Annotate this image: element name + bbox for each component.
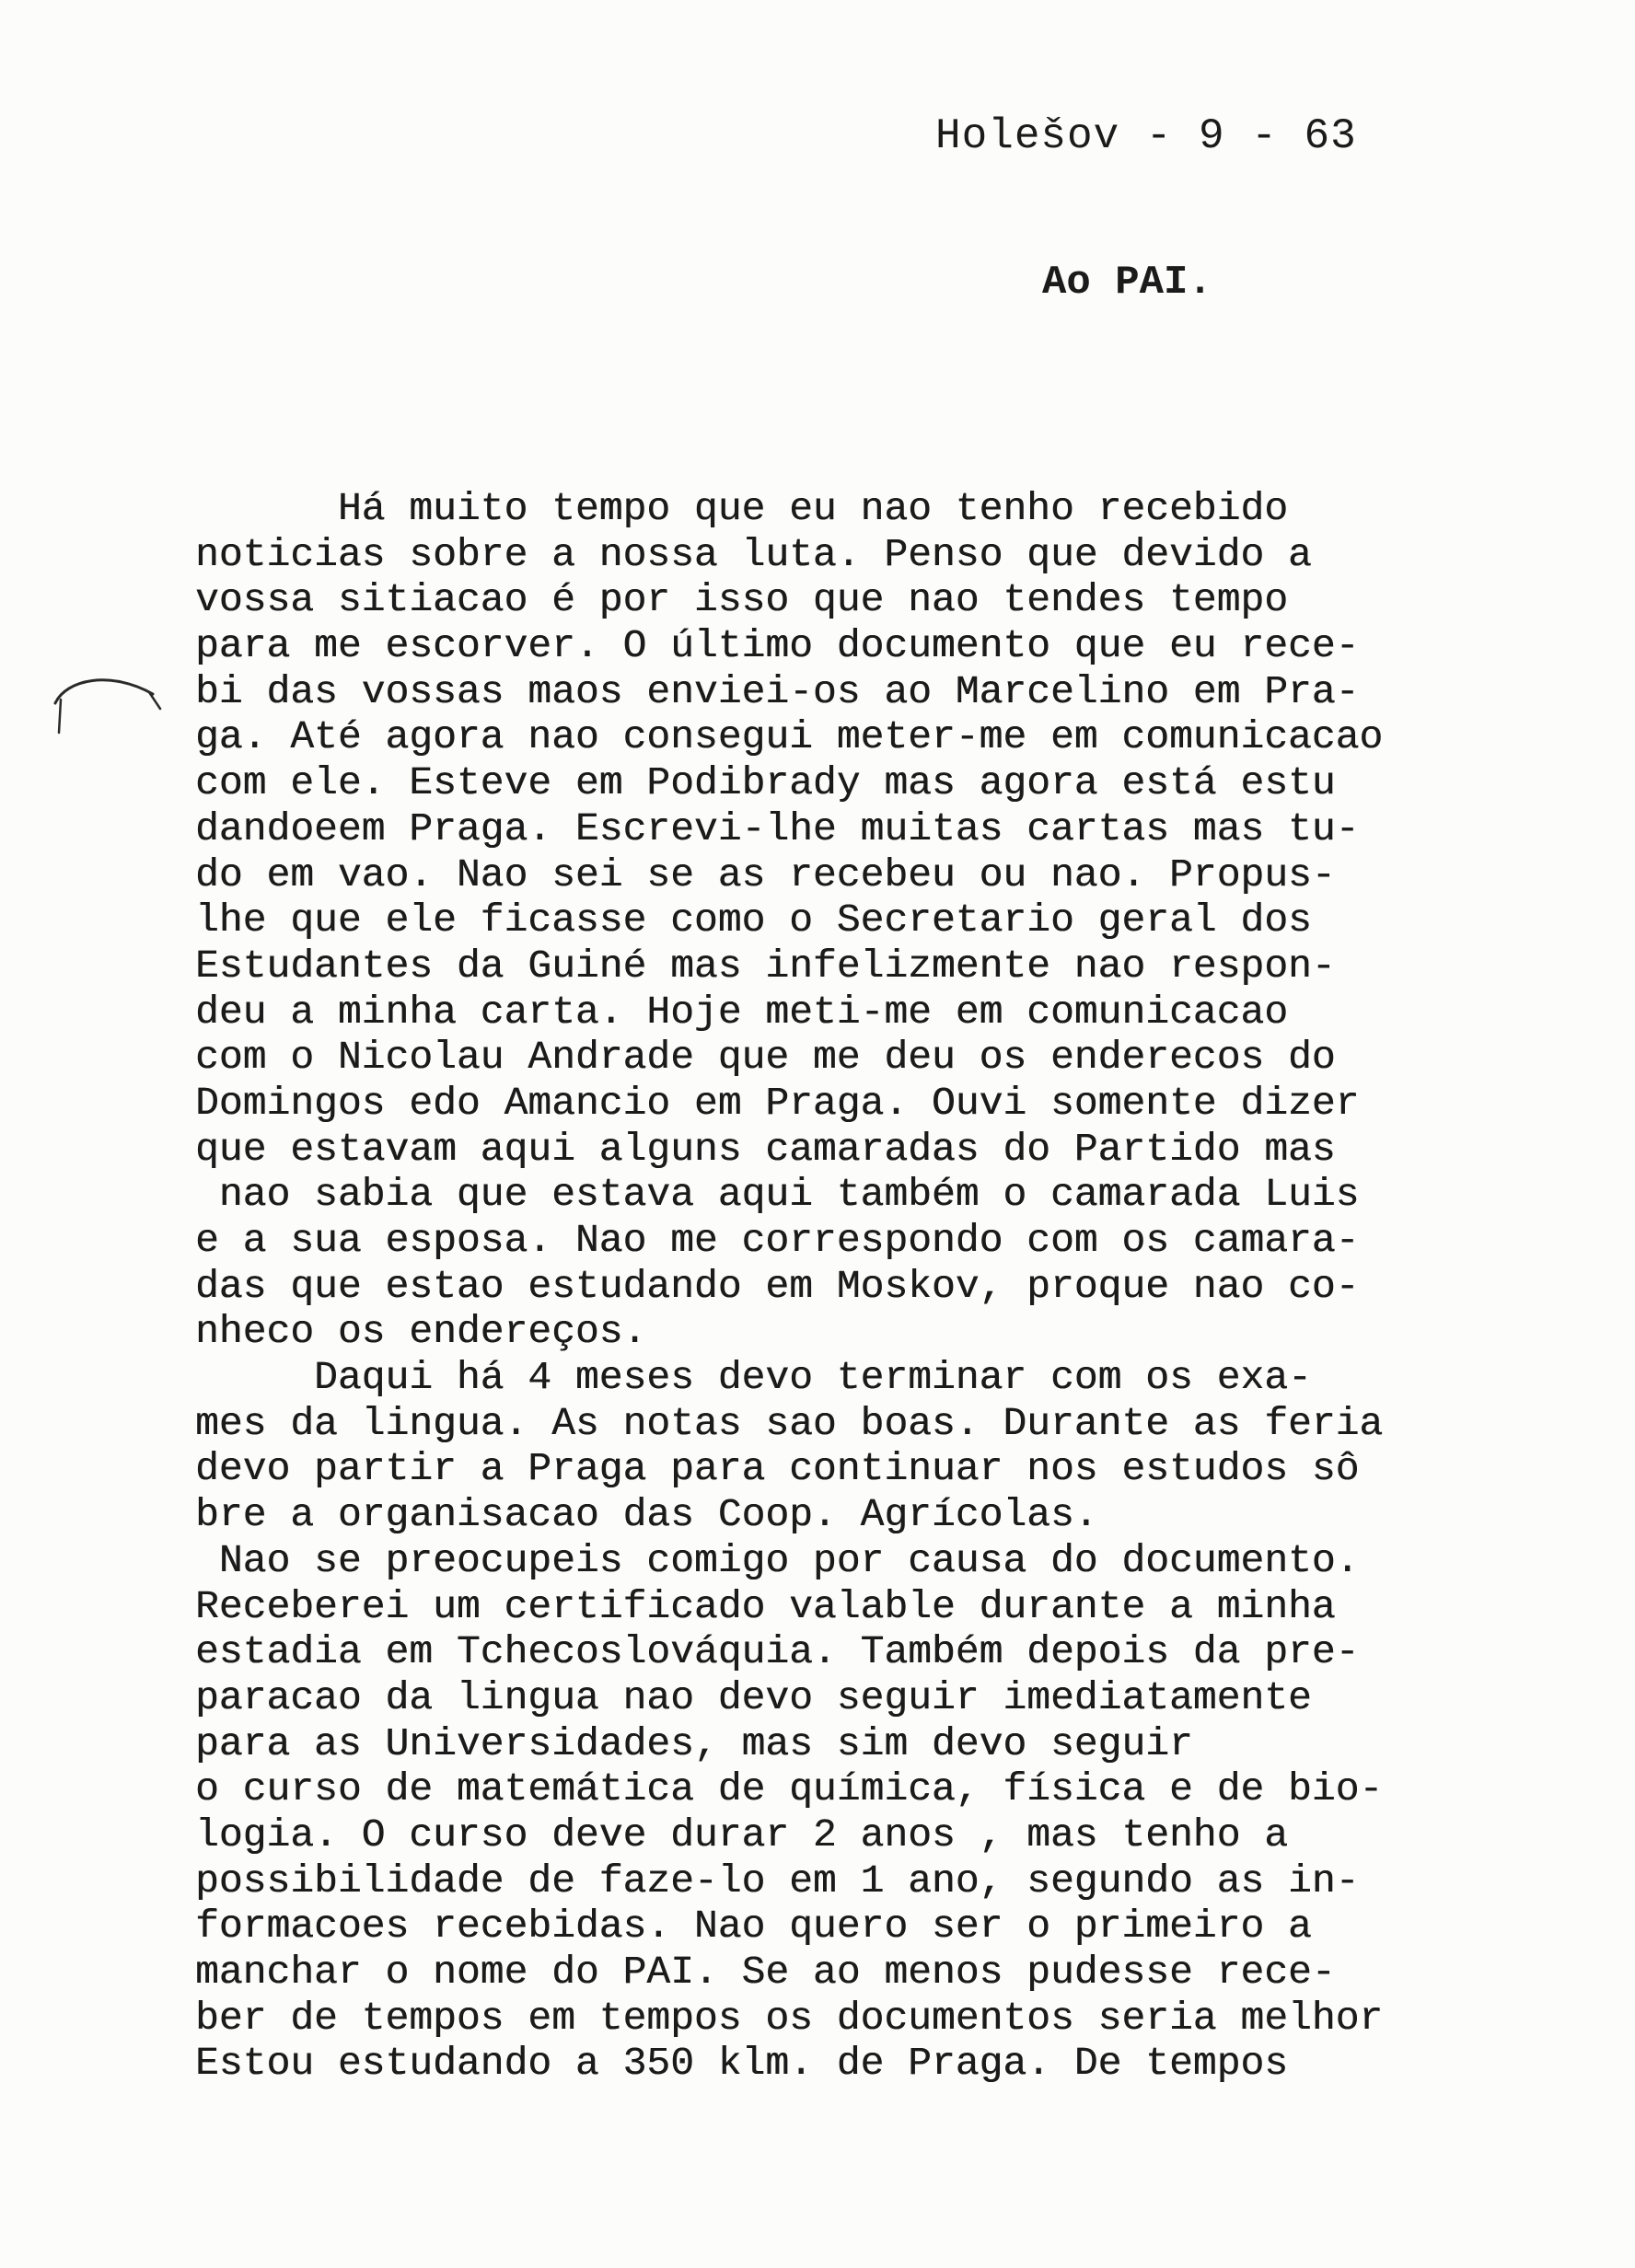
letter-line: Daqui há 4 meses devo terminar com os exa- bbox=[195, 1355, 1312, 1401]
letter-line: Estou estudando a 350 klm. de Praga. De tempos bbox=[195, 2041, 1288, 2087]
margin-pen-mark-icon bbox=[53, 663, 162, 736]
letter-line: dandoeem Praga. Escrevi-lhe muitas cartas mas tu- bbox=[195, 805, 1360, 851]
letter-line: lhe que ele ficasse como o Secretario geral dos bbox=[195, 897, 1312, 943]
letter-line: que estavam aqui alguns camaradas do Partido mas bbox=[195, 1126, 1336, 1172]
letter-line: possibilidade de faze-lo em 1 ano, segundo as in- bbox=[195, 1857, 1360, 1904]
letter-line: para as Universidades, mas sim devo seguir bbox=[195, 1720, 1193, 1766]
letter-line: nao sabia que estava aqui também o camarada Luis bbox=[195, 1172, 1360, 1218]
letter-line: estadia em Tchecoslováquia. Também depois da pre- bbox=[195, 1629, 1360, 1675]
letter-line: Há muito tempo que eu nao tenho recebido bbox=[195, 486, 1288, 531]
letter-line: ber de tempos em tempos os documentos seria melhor bbox=[195, 1995, 1384, 2041]
letter-line: e a sua esposa. Nao me correspondo com os camara- bbox=[195, 1218, 1360, 1263]
letter-line: com ele. Esteve em Podibrady mas agora está estu bbox=[195, 760, 1336, 806]
letter-line: vossa sitiacao é por isso que nao tendes tempo bbox=[195, 577, 1288, 623]
letter-line: nheco os endereços. bbox=[195, 1309, 647, 1355]
letter-dateline: Holešov - 9 - 63 bbox=[935, 112, 1357, 160]
letter-line: bi das vossas maos enviei-os ao Marcelino em Pra- bbox=[195, 668, 1360, 714]
letter-body bbox=[195, 486, 1576, 2087]
letter-line: com o Nicolau Andrade que me deu os enderecos do bbox=[195, 1035, 1336, 1081]
letter-line: Estudantes da Guiné mas infelizmente nao respon- bbox=[195, 943, 1336, 989]
letter-line: do em vao. Nao sei se as recebeu ou nao. Propus- bbox=[195, 851, 1336, 897]
letter-line: mes da lingua. As notas sao boas. Durante as feria bbox=[195, 1400, 1384, 1446]
letter-line: ga. Até agora nao consegui meter-me em comunicacao bbox=[195, 714, 1384, 760]
letter-line: paracao da lingua nao devo seguir imediatamente bbox=[195, 1674, 1312, 1720]
letter-line: Receberei um certificado valable durante a minha bbox=[195, 1583, 1336, 1629]
letter-line: para me escorver. O último documento que eu rece- bbox=[195, 623, 1360, 669]
letter-line: Nao se preocupeis comigo por causa do documento. bbox=[195, 1537, 1360, 1583]
letter-line: Domingos edo Amancio em Praga. Ouvi somente dizer bbox=[195, 1080, 1360, 1126]
letter-salutation: Ao PAI. bbox=[1042, 260, 1212, 306]
letter-line: logia. O curso deve durar 2 anos , mas tenho a bbox=[195, 1811, 1288, 1857]
letter-line: manchar o nome do PAI. Se ao menos pudesse rece- bbox=[195, 1950, 1336, 1995]
letter-line: bre a organisacao das Coop. Agrícolas. bbox=[195, 1492, 1098, 1538]
letter-line: das que estao estudando em Moskov, proque nao co- bbox=[195, 1263, 1360, 1309]
letter-line: formacoes recebidas. Nao quero ser o primeiro a bbox=[195, 1904, 1312, 1950]
letter-line: deu a minha carta. Hoje meti-me em comunicacao bbox=[195, 989, 1288, 1035]
letter-line: noticias sobre a nossa luta. Penso que devido a bbox=[195, 531, 1312, 577]
letter-line: o curso de matemática de química, física e de bio- bbox=[195, 1766, 1384, 1812]
letter-line: devo partir a Praga para continuar nos estudos sô bbox=[195, 1446, 1360, 1492]
